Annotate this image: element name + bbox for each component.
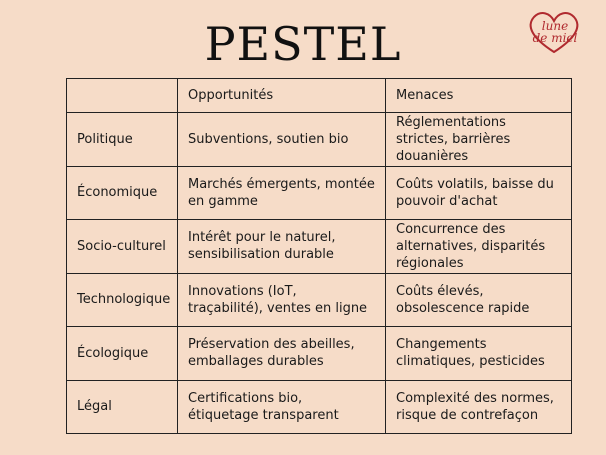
threats-cell: Coûts élevés, obsolescence rapide bbox=[386, 273, 572, 327]
threats-cell: Changements climatiques, pesticides bbox=[386, 327, 572, 381]
slide-title: PESTEL bbox=[204, 17, 402, 71]
header-cell-threats: Menaces bbox=[386, 79, 572, 113]
factor-cell: Politique bbox=[67, 113, 178, 167]
threats-cell: Réglementations strictes, barrières douanières bbox=[386, 113, 572, 167]
logo-line2: de miel bbox=[532, 31, 578, 45]
factor-cell: Écologique bbox=[67, 327, 178, 381]
header-cell-opportunities: Opportunités bbox=[178, 79, 386, 113]
opportunities-cell: Intérêt pour le naturel, sensibilisation durable bbox=[178, 220, 386, 274]
threats-cell: Coûts volatils, baisse du pouvoir d'achat bbox=[386, 166, 572, 220]
opportunities-cell: Marchés émergents, montée en gamme bbox=[178, 166, 386, 220]
table-row bbox=[67, 380, 572, 434]
table-row bbox=[67, 220, 572, 274]
opportunities-cell: Préservation des abeilles, emballages durables bbox=[178, 327, 386, 381]
factor-cell: Légal bbox=[67, 380, 178, 434]
factor-cell: Socio-culturel bbox=[67, 220, 178, 274]
table-row bbox=[67, 327, 572, 381]
pestel-table bbox=[66, 78, 572, 434]
logo-line1: lune bbox=[541, 19, 569, 33]
factor-cell: Économique bbox=[67, 166, 178, 220]
opportunities-cell: Certifications bio, étiquetage transparent bbox=[178, 380, 386, 434]
table-header-row bbox=[67, 79, 572, 113]
lune-de-miel-logo-icon bbox=[524, 8, 584, 56]
table-row bbox=[67, 166, 572, 220]
factor-cell: Technologique bbox=[67, 273, 178, 327]
threats-cell: Concurrence des alternatives, disparités régionales bbox=[386, 220, 572, 274]
table-row bbox=[67, 273, 572, 327]
table-row bbox=[67, 113, 572, 167]
opportunities-cell: Subventions, soutien bio bbox=[178, 113, 386, 167]
threats-cell: Complexité des normes, risque de contrefaçon bbox=[386, 380, 572, 434]
opportunities-cell: Innovations (IoT, traçabilité), ventes en ligne bbox=[178, 273, 386, 327]
header-cell-factor bbox=[67, 79, 178, 113]
